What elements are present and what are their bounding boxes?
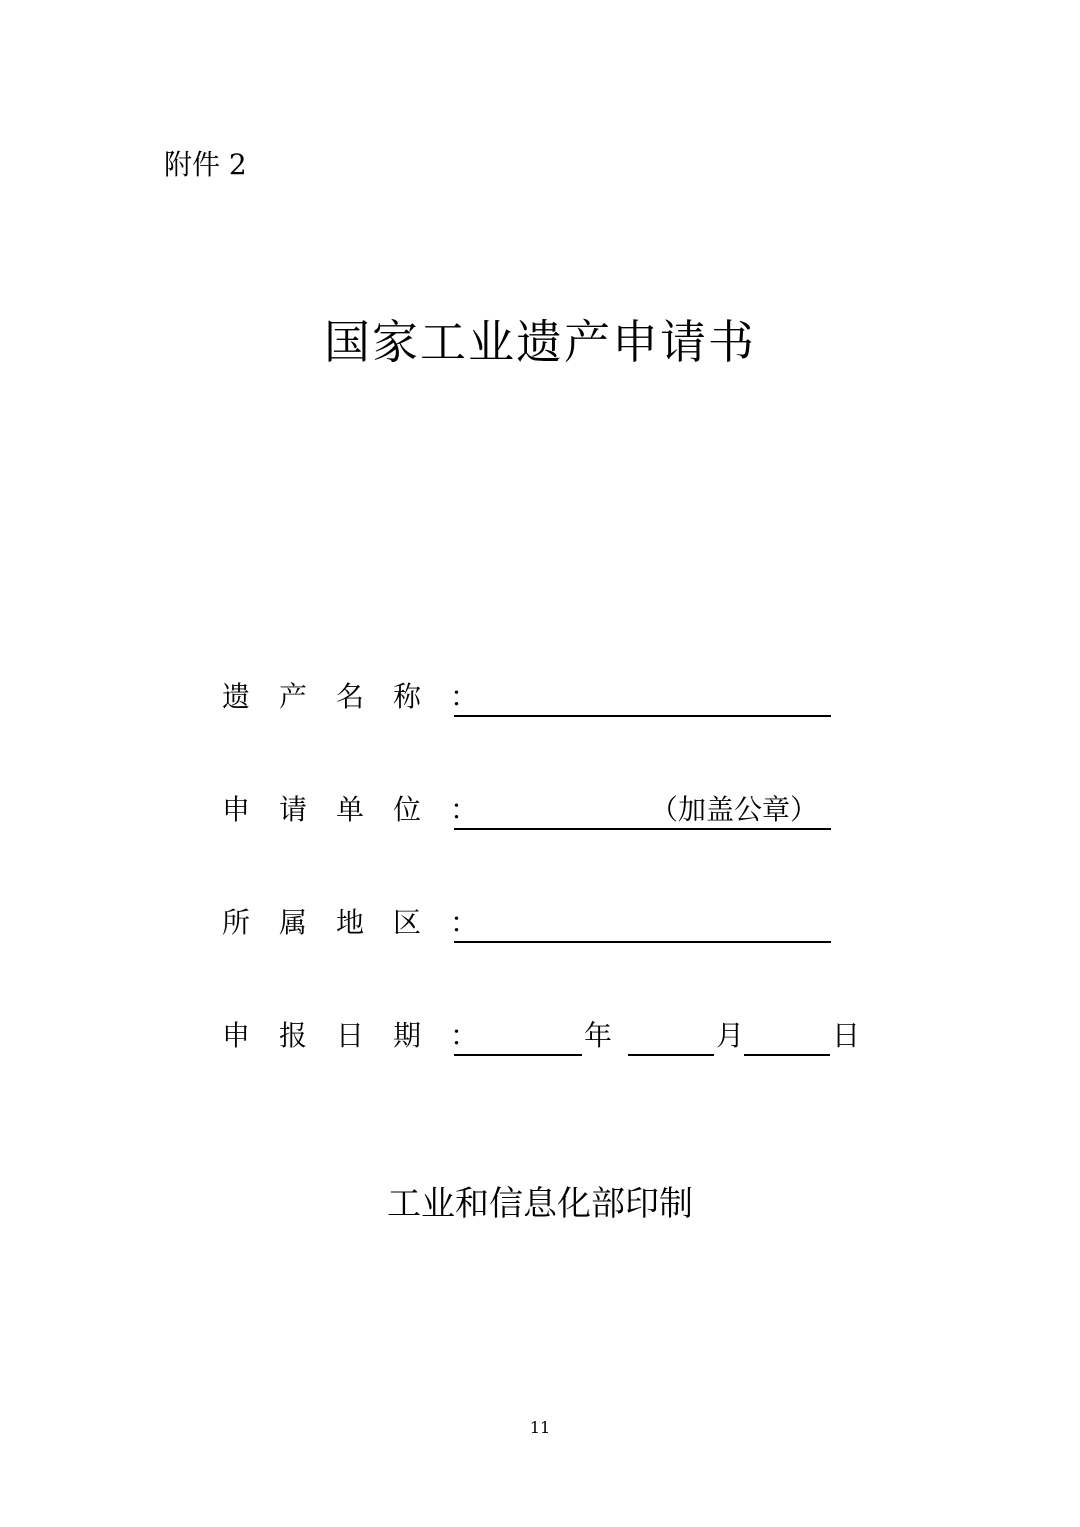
day-input-line[interactable] xyxy=(744,1054,830,1056)
application-date-label: 申报日期： xyxy=(222,1019,479,1052)
heritage-name-field xyxy=(222,677,882,727)
attachment-label: 附件 2 xyxy=(164,148,247,181)
official-seal-note: （加盖公章） xyxy=(650,793,819,826)
region-field xyxy=(222,903,882,953)
issuer-text: 工业和信息化部印制 xyxy=(387,1184,693,1224)
applicant-unit-label: 申请单位： xyxy=(222,793,479,826)
application-date-field xyxy=(222,1016,882,1066)
month-input-line[interactable] xyxy=(628,1054,714,1056)
applicant-unit-field xyxy=(222,790,882,840)
heritage-name-label: 遗产名称： xyxy=(222,680,479,713)
month-unit: 月 xyxy=(716,1019,745,1052)
region-label: 所属地区： xyxy=(222,906,479,939)
document-title: 国家工业遗产申请书 xyxy=(324,315,756,369)
region-input-line[interactable] xyxy=(454,941,831,943)
heritage-name-input-line[interactable] xyxy=(454,715,831,717)
year-input-line[interactable] xyxy=(454,1054,582,1056)
day-unit: 日 xyxy=(832,1019,861,1052)
year-unit: 年 xyxy=(584,1019,613,1052)
page-number: 11 xyxy=(529,1418,551,1437)
